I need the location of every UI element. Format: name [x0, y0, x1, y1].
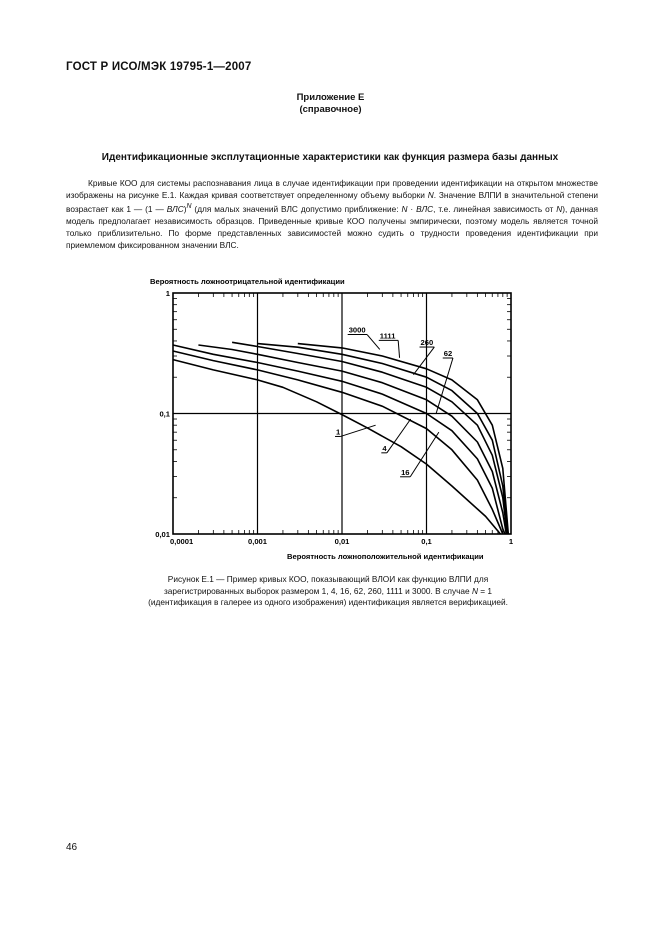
- text-run: . Значение ВЛПИ в значительной степени возрастает как 1 — (1 —: [66, 190, 598, 214]
- text-run: ), данная модель предполагает независимость образцов. Приведенные кривые КОО получены эмпирически, поэтому модель является точной только приблизительно. По форме представленных зависимостей можно судить о трудности проведения идентификации при приемлемом фиксированном значении ВЛС.: [66, 203, 599, 250]
- document-header: ГОСТ Р ИСО/МЭК 19795-1—2007: [66, 61, 252, 73]
- chart-series: [173, 342, 508, 534]
- paragraph: Кривые КОО для системы распознавания лица в случае идентификации при проведении идентификации на открытом множестве изображены на рисунке Е.1. Каждая кривая соответствует определенному объему выборки N. Значение ВЛПИ в значительной степени возрастает как 1 — (1 — ВЛС)$^N$ (для малых значений ВЛС допустимо приближение: N · ВЛС, т.е. линейная зависимость от N), данная модель предполагает независимость образцов. Приведенные кривые КОО получены эмпирически, поэтому модель является точной только приблизительно. По форме представленных зависимостей можно судить о трудности проведения идентификации при приемлемом фиксированном значении ВЛС.: [66, 178, 599, 250]
- appendix-heading: [0, 92, 661, 116]
- series-line-1: [173, 360, 500, 534]
- text-run: N · ВЛС: [401, 203, 434, 214]
- series-line-16: [173, 345, 505, 534]
- x-tick-label: 0,1: [421, 537, 432, 546]
- series-label-1: 1: [336, 427, 341, 437]
- text-run: N: [427, 190, 434, 200]
- x-tick-label: 0,0001: [170, 537, 194, 546]
- text-run: N: [556, 203, 563, 214]
- x-tick-label: 0,001: [247, 537, 268, 546]
- tick-labels: [155, 289, 514, 546]
- series-labels: [336, 326, 452, 477]
- series-line-4: [173, 351, 503, 534]
- x-tick-label: 1: [508, 537, 514, 546]
- y-axis-label: Вероятность ложноотрицательной идентификации: [150, 277, 345, 286]
- appendix-type: (справочное): [299, 104, 362, 115]
- text-run: , т.е. линейная зависимость от: [433, 203, 557, 214]
- section-title: Идентификационные эксплутационные характеристики как функция размера базы данных: [101, 152, 559, 163]
- text-run: Рисунок Е.1 — Пример кривых КОО, показывающий ВЛОИ как функцию ВЛПИ для зарегистрированных выборок размером 1, 4, 16, 62, 260, 1111 и 3000. В случае: [163, 574, 489, 596]
- series-label-16: 16: [401, 467, 410, 477]
- text-run: N: [471, 585, 478, 596]
- x-tick-label: 0,01: [334, 537, 350, 546]
- superscript: N: [186, 203, 192, 210]
- label-leader: [341, 425, 376, 436]
- y-tick-label: 1: [165, 289, 170, 298]
- series-label-260: 260: [420, 338, 434, 348]
- series-label-62: 62: [443, 349, 453, 359]
- appendix-title: Приложение Е: [296, 92, 365, 103]
- series-line-260: [232, 342, 507, 534]
- roc-chart: [140, 272, 520, 564]
- label-leader: [398, 340, 399, 357]
- y-tick-label: 0,01: [155, 530, 170, 539]
- x-axis-label: Вероятность ложноположительной идентификации: [287, 552, 484, 561]
- text-run: Кривые КОО для системы распознавания лица в случае идентификации при проведении идентификации на открытом множестве изображены на рисунке Е.1. Каждая кривая соответствует определенному объему выборки: [66, 178, 598, 200]
- body-paragraph: [66, 177, 598, 251]
- y-tick-label: 0,1: [159, 409, 170, 419]
- text-run: (для малых значений ВЛС допустимо приближение:: [191, 203, 402, 214]
- text-run: = 1 (идентификация в галерее из одного изображения) идентификация является верификацией.: [148, 585, 508, 607]
- label-leader: [367, 335, 380, 350]
- text-run: ВЛС: [166, 203, 184, 214]
- label-leader: [387, 419, 411, 453]
- series-line-3000: [298, 344, 509, 534]
- figure-caption: [140, 574, 516, 609]
- series-label-4: 4: [382, 443, 387, 453]
- chart-grid: [173, 293, 511, 534]
- label-leader: [436, 358, 453, 413]
- series-label-1111: 1111: [379, 331, 396, 341]
- series-label-3000: 3000: [348, 325, 366, 335]
- page-number: 46: [66, 842, 78, 853]
